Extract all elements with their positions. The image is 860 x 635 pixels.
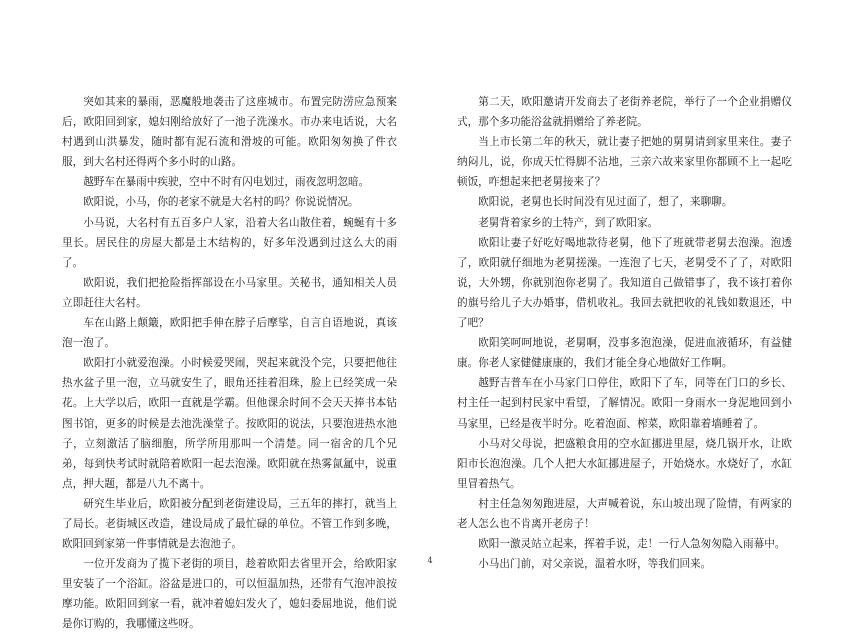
paragraph: 村主任急匆匆跑进屋，大声喊着说，东山坡出现了险情，有两家的老人怎么也不肯离开老房子！ bbox=[457, 497, 792, 530]
paragraph: 第二天，欧阳邀请开发商去了老街养老院，举行了一个企业捐赠仪式，那个多功能浴盆就捐赠给了养老院。 bbox=[457, 96, 792, 129]
paragraph: 突如其来的暴雨，恶魔般地袭击了这座城市。布置完防涝应急预案后，欧阳回到家，媳妇刚给放好了一池子洗澡水。市办来电话说，大名村遇到山洪暴发，随时都有泥石流和滑坡的可能。欧阳匆匆换了件衣服，到大名村还得两个多小时的山路。 bbox=[62, 96, 397, 169]
paragraph: 欧阳笑呵呵地说，老舅啊，没事多泡泡澡，促进血液循环，有益健康。你老人家健健康康的，我们才能全身心地做好工作啊。 bbox=[457, 337, 792, 370]
paragraph: 欧阳说，老舅也长时间没有见过面了，想了，来聊聊。 bbox=[478, 196, 733, 209]
paragraph: 一位开发商为了揽下老街的项目，趁着欧阳去省里开会，给欧阳家里安装了一个浴缸。浴盆是进口的，可以恒温加热，还带有气泡冲浪按摩功能。欧阳回到家一看，就冲着媳妇发火了，媳妇委屈地说，他们说是你订购的，我哪懂这些呀。 bbox=[62, 558, 397, 631]
paragraph: 欧阳一激灵站立起来，挥着手说，走！一行人急匆匆隐入雨幕中。 bbox=[478, 538, 786, 551]
paragraph: 欧阳让妻子好吃好喝地款待老舅，他下了班就带老舅去泡澡。泡透了，欧阳就仔细地为老舅搓澡。一连泡了七天，老舅受不了了，对欧阳说，大外甥，你就别泡你老舅了。我知道自己做错事了，我不该打着你的旗号给儿子大办婚事，借机收礼。我回去就把收的礼钱如数退还，中了吧？ bbox=[457, 236, 792, 330]
paragraph: 车在山路上颠簸，欧阳把手伸在脖子后摩挲，自言自语地说，真该泡一泡了。 bbox=[62, 317, 397, 350]
page-number: 4 bbox=[427, 556, 433, 565]
paragraph: 小马说，大名村有五百多户人家，沿着大名山散住着，蜿蜒有十多里长。居民住的房屋大都是土木结构的，好多年没遇到过这么大的雨了。 bbox=[62, 216, 397, 269]
paragraph: 越野吉普车在小马家门口停住，欧阳下了车，同等在门口的乡长、村主任一起到村民家中看望，了解情况。欧阳一身雨水一身泥地回到小马家里，已经是夜半时分。吃着泡面、榨菜，欧阳靠着墙睡着了。 bbox=[457, 377, 792, 430]
paragraph: 小马对父母说，把盛粮食用的空水缸挪进里屋，烧几锅开水，让欧阳市长泡泡澡。几个人把大水缸挪进屋子，开始烧水。水烧好了，水缸里冒着热气。 bbox=[457, 437, 792, 490]
paragraph: 研究生毕业后，欧阳被分配到老街建设局，三五年的摔打，就当上了局长。老街城区改造，建设局成了最忙碌的单位。不管工作到多晚，欧阳回到家第一件事情就是去泡池子。 bbox=[62, 497, 397, 551]
paragraph: 欧阳说，我们把抢险指挥部设在小马家里。关秘书，通知相关人员立即赶往大名村。 bbox=[62, 276, 397, 309]
paragraph: 欧阳打小就爱泡澡。小时候爱哭闹，哭起来就没个完，只要把他往热水盆子里一泡，立马就安生了，眼角还挂着泪珠，脸上已经笑成一朵花。上大学以后，欧阳一直就是学霸。但他课余时间不会天天捧书本钻图书馆，更多的时候是去池洗澡堂子。按欧阳的说法，只要泡进热水池子，立刻激活了脑细胞，所学所用那叫一个清楚。同一宿舍的几个兄弟，每到快考试时就陪着欧阳一起去泡澡。欧阳就在热雾氤氲中，说重点，押大题，都是八九不离十。 bbox=[62, 357, 397, 490]
paragraph: 当上市长第二年的秋天，就让妻子把她的舅舅请到家里来住。妻子纳闷儿，说，你成天忙得脚不沾地，三亲六故来家里你都顾不上一起吃顿饭，咋想起来把老舅接来了？ bbox=[457, 136, 792, 189]
paragraph: 老舅背着家乡的土特产，到了欧阳家。 bbox=[478, 216, 659, 229]
paragraph: 越野车在暴雨中疾驶，空中不时有闪电划过，雨夜忽明忽暗。 bbox=[83, 176, 370, 189]
right-text-column bbox=[457, 92, 792, 574]
left-text-column bbox=[62, 92, 397, 635]
paragraph: 欧阳说，小马，你的老家不就是大名村的吗？你说说情况。 bbox=[83, 196, 359, 209]
paragraph: 小马出门前，对父亲说，温着水呀，等我们回来。 bbox=[478, 558, 712, 571]
